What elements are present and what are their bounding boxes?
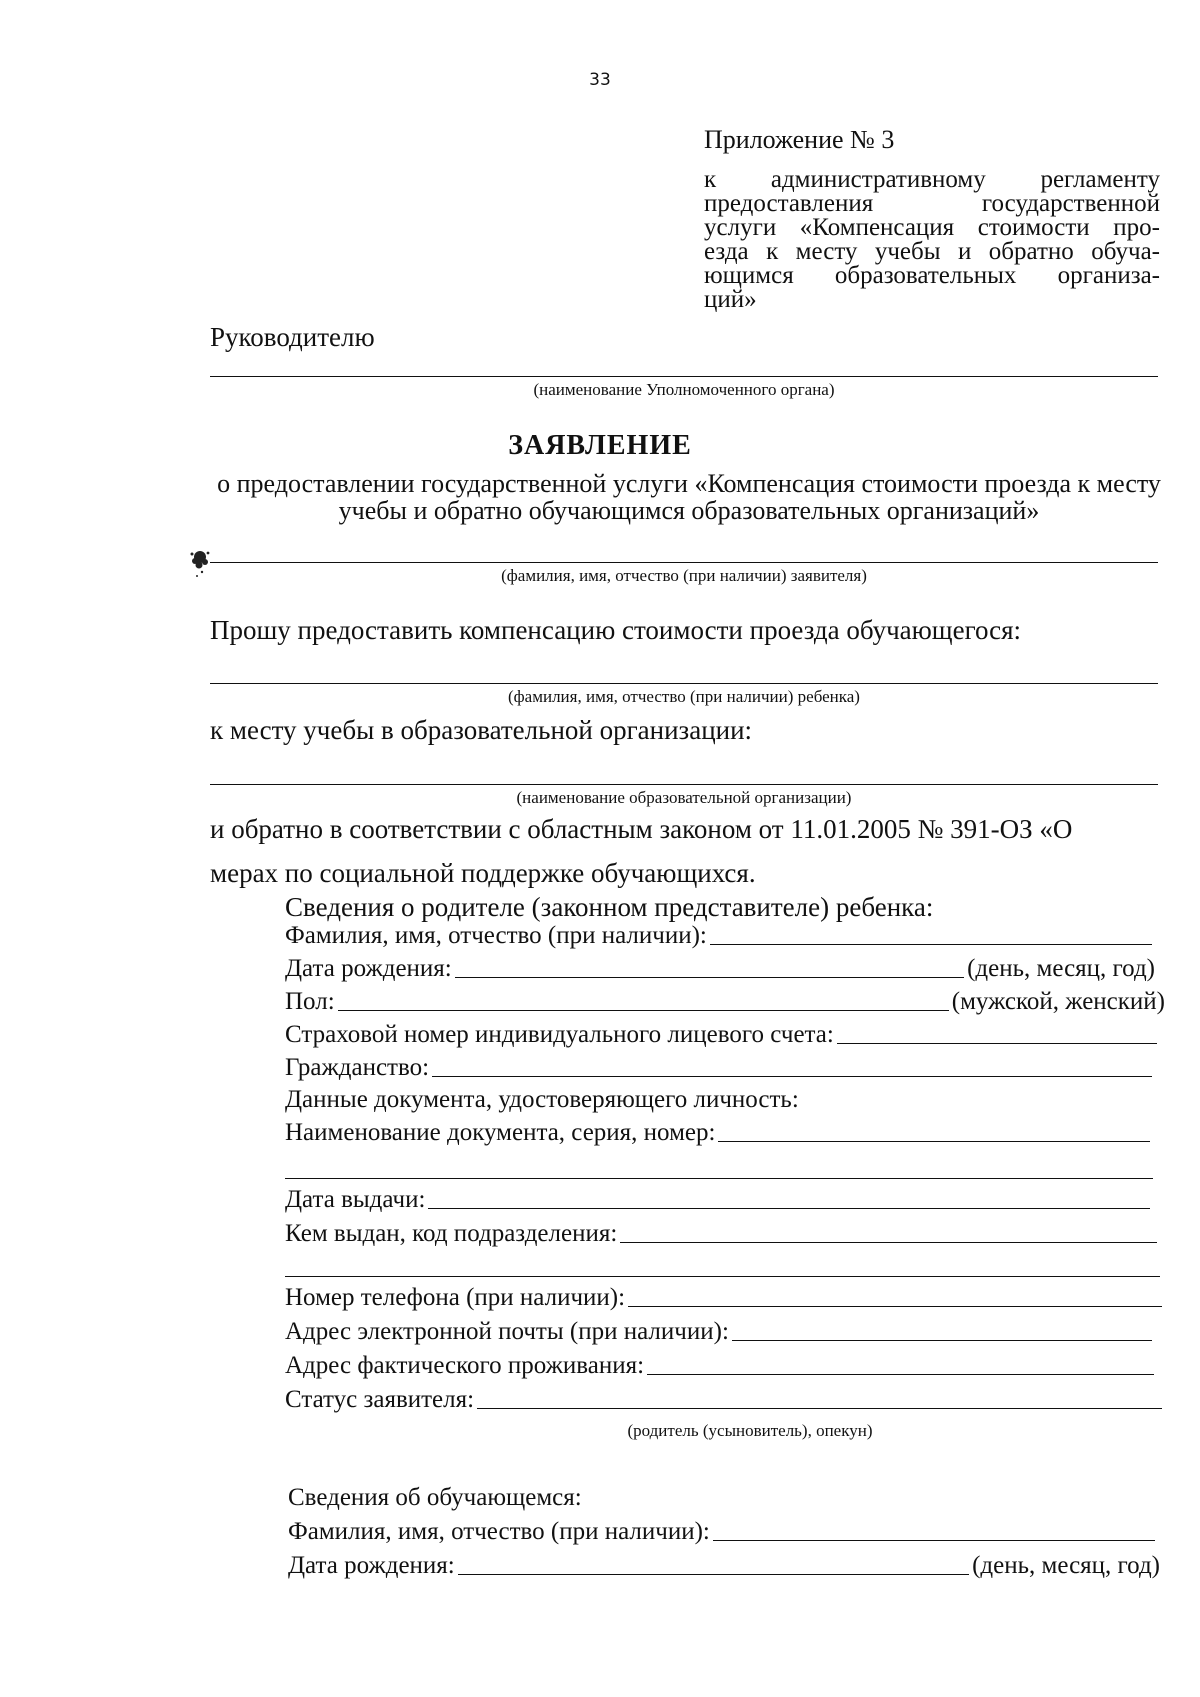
child-caption: (фамилия, имя, отчество (при наличии) ребенка) — [508, 687, 860, 706]
annex-line: к административному регламенту — [704, 166, 1160, 193]
student-full-name-label: Фамилия, имя, отчество (при наличии): — [288, 1518, 710, 1545]
annex-line: ций» — [704, 286, 757, 313]
parent-heading: Сведения о родителе (законном представителе) ребенка: — [285, 892, 934, 922]
parent-sex-row — [285, 988, 1165, 1016]
status-field[interactable] — [477, 1408, 1162, 1409]
student-birth-date-field[interactable] — [458, 1574, 969, 1575]
parent-full-name-row — [285, 922, 1155, 950]
applicant-name-line[interactable] — [210, 562, 1158, 563]
status-caption: (родитель (усыновитель), опекун) — [627, 1421, 873, 1440]
issued-by-continuation-line[interactable] — [285, 1276, 1160, 1277]
law-text-line-2: мерах по социальной поддержке обучающихся. — [210, 858, 756, 888]
addressee-label: Руководителю — [210, 322, 375, 352]
email-row — [285, 1318, 1155, 1346]
org-text: к месту учебы в образовательной организации: — [210, 715, 753, 745]
parent-sex-hint: (мужской, женский) — [951, 988, 1165, 1015]
document-subtitle: о предоставлении государственной услуги «Компенсация стоимости проезда к месту учебы и обратно обучающимся образовательных организаций» — [217, 469, 1161, 525]
authority-caption: (наименование Уполномоченного органа) — [533, 380, 835, 399]
phone-field[interactable] — [628, 1306, 1162, 1307]
status-row — [285, 1386, 1165, 1414]
applicant-caption: (фамилия, имя, отчество (при наличии) заявителя) — [501, 566, 867, 585]
parent-snils-row — [285, 1021, 1160, 1049]
request-text: Прошу предоставить компенсацию стоимости проезда обучающегося: — [210, 615, 1022, 645]
doc-name-row — [285, 1119, 1153, 1147]
student-birth-date-label: Дата рождения: — [288, 1552, 455, 1579]
authority-name-line[interactable] — [210, 376, 1158, 377]
annex-title: Приложение № 3 — [704, 125, 895, 154]
issue-date-row — [285, 1186, 1153, 1214]
parent-citizenship-label: Гражданство: — [285, 1054, 430, 1081]
issued-by-row — [285, 1220, 1160, 1248]
parent-snils-field[interactable] — [837, 1043, 1157, 1044]
student-heading: Сведения об обучающемся: — [288, 1484, 582, 1511]
student-full-name-row — [288, 1518, 1158, 1546]
issue-date-label: Дата выдачи: — [285, 1186, 426, 1213]
parent-birth-date-field[interactable] — [455, 977, 964, 978]
doc-name-continuation-line[interactable] — [285, 1178, 1153, 1179]
document-title: ЗАЯВЛЕНИЕ — [508, 430, 692, 461]
phone-label: Номер телефона (при наличии): — [285, 1284, 626, 1311]
doc-name-label: Наименование документа, серия, номер: — [285, 1119, 716, 1146]
email-label: Адрес электронной почты (при наличии): — [285, 1318, 729, 1345]
parent-sex-label: Пол: — [285, 988, 335, 1015]
issue-date-field[interactable] — [428, 1208, 1150, 1209]
issued-by-field[interactable] — [620, 1242, 1157, 1243]
email-field[interactable] — [732, 1340, 1152, 1341]
student-birth-date-hint: (день, месяц, год) — [972, 1552, 1160, 1579]
phone-row — [285, 1284, 1165, 1312]
page-number: 33 — [589, 70, 611, 90]
address-field[interactable] — [647, 1374, 1154, 1375]
child-name-line[interactable] — [210, 683, 1158, 684]
parent-full-name-label: Фамилия, имя, отчество (при наличии): — [285, 922, 707, 949]
student-full-name-field[interactable] — [713, 1540, 1155, 1541]
parent-snils-label: Страховой номер индивидуального лицевого счета: — [285, 1021, 834, 1048]
address-row — [285, 1352, 1157, 1380]
law-text-line-1: и обратно в соответствии с областным законом от 11.01.2005 № 391-ОЗ «О — [210, 814, 1073, 844]
student-birth-date-row — [288, 1552, 1160, 1580]
parent-birth-date-label: Дата рождения: — [285, 955, 452, 982]
address-label: Адрес фактического проживания: — [285, 1352, 645, 1379]
org-name-line[interactable] — [210, 784, 1158, 785]
annex-line: предоставления государственной — [704, 190, 1160, 217]
annex-line: услуги «Компенсация стоимости про- — [704, 214, 1160, 241]
parent-birth-date-row — [285, 955, 1155, 983]
status-label: Статус заявителя: — [285, 1386, 475, 1413]
org-caption: (наименование образовательной организации) — [516, 788, 852, 807]
annex-line: ющимся образовательных организа- — [704, 262, 1160, 289]
parent-birth-date-hint: (день, месяц, год) — [967, 955, 1155, 982]
parent-full-name-field[interactable] — [710, 944, 1152, 945]
annex-line: езда к месту учебы и обратно обуча- — [704, 238, 1160, 265]
annex-reference — [704, 168, 1160, 312]
issued-by-label: Кем выдан, код подразделения: — [285, 1220, 618, 1247]
doc-name-field[interactable] — [718, 1141, 1150, 1142]
parent-citizenship-field[interactable] — [432, 1076, 1152, 1077]
id-document-heading: Данные документа, удостоверяющего личность: — [285, 1086, 799, 1113]
parent-citizenship-row — [285, 1054, 1155, 1082]
parent-sex-field[interactable] — [338, 1010, 949, 1011]
